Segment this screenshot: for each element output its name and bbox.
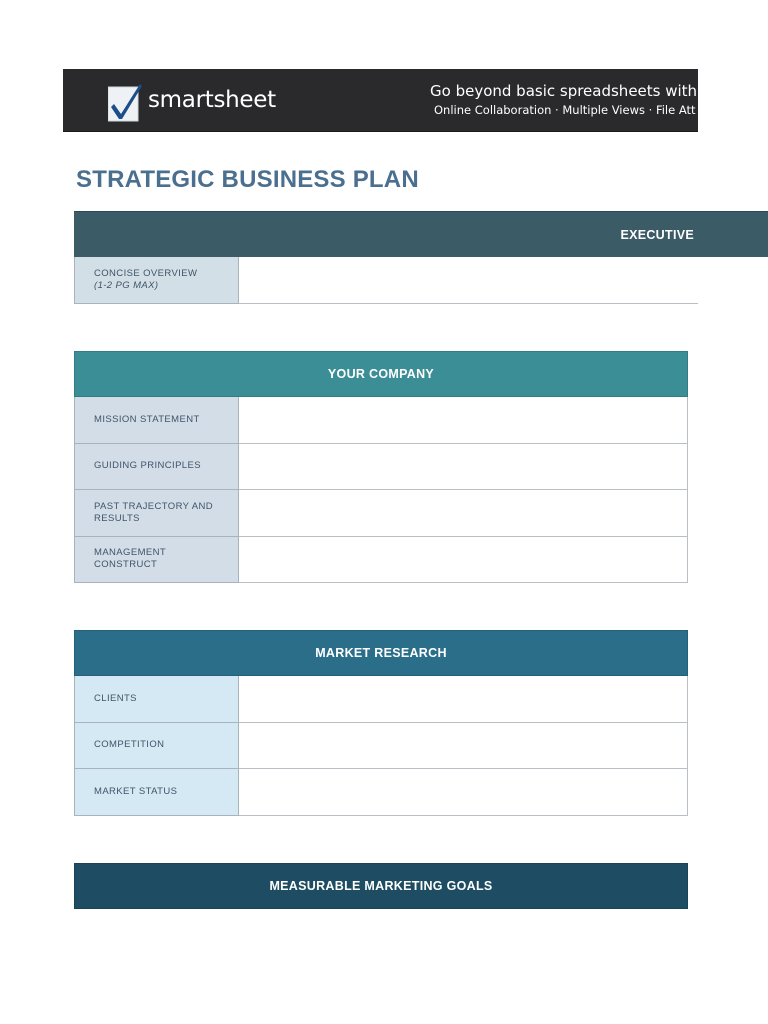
market-research-header: MARKET RESEARCH bbox=[74, 630, 688, 676]
executive-header: EXECUTIVE bbox=[74, 211, 768, 257]
guiding-principles-field[interactable] bbox=[239, 444, 688, 491]
table-row bbox=[74, 676, 688, 723]
table-row bbox=[74, 723, 688, 770]
row-label-management-construct bbox=[74, 537, 239, 584]
logo-wordmark: smartsheet bbox=[148, 87, 276, 113]
management-construct-field[interactable] bbox=[239, 537, 688, 584]
concise-overview-field[interactable] bbox=[239, 257, 698, 304]
table-row bbox=[74, 397, 688, 444]
competition-field[interactable] bbox=[239, 723, 688, 770]
row-label-text: CONCISE OVERVIEW bbox=[94, 267, 198, 279]
row-label-text: MANAGEMENT CONSTRUCT bbox=[94, 547, 166, 571]
row-label-text: MARKET STATUS bbox=[94, 785, 178, 797]
banner-features: Online Collaboration · Multiple Views · File Att bbox=[434, 103, 696, 117]
smartsheet-banner[interactable] bbox=[63, 69, 698, 132]
row-label-text: GUIDING PRINCIPLES bbox=[94, 460, 201, 472]
row-label-past-trajectory bbox=[74, 490, 239, 537]
row-label-market-status bbox=[74, 769, 239, 816]
row-label-text: MISSION STATEMENT bbox=[94, 413, 200, 425]
row-label-guiding-principles bbox=[74, 444, 239, 491]
table-row bbox=[74, 257, 698, 304]
executive-section bbox=[74, 211, 768, 304]
row-label-clients bbox=[74, 676, 239, 723]
row-label-note: (1-2 PG MAX) bbox=[94, 279, 159, 291]
table-row bbox=[74, 769, 688, 816]
page-title: STRATEGIC BUSINESS PLAN bbox=[76, 166, 419, 193]
market-status-field[interactable] bbox=[239, 769, 688, 816]
mission-statement-field[interactable] bbox=[239, 397, 688, 444]
your-company-section bbox=[74, 351, 688, 583]
row-label-concise-overview bbox=[74, 257, 239, 304]
table-row bbox=[74, 537, 688, 584]
row-label-competition bbox=[74, 723, 239, 770]
row-label-text: CLIENTS bbox=[94, 692, 137, 704]
checkmark-logo-icon bbox=[108, 82, 144, 122]
past-trajectory-field[interactable] bbox=[239, 490, 688, 537]
market-research-section bbox=[74, 630, 688, 816]
row-label-mission-statement bbox=[74, 397, 239, 444]
row-label-text: COMPETITION bbox=[94, 739, 165, 751]
marketing-goals-section bbox=[74, 863, 688, 909]
clients-field[interactable] bbox=[239, 676, 688, 723]
table-row bbox=[74, 490, 688, 537]
row-label-text: PAST TRAJECTORY AND RESULTS bbox=[94, 500, 213, 524]
your-company-header: YOUR COMPANY bbox=[74, 351, 688, 397]
banner-tagline: Go beyond basic spreadsheets with bbox=[430, 82, 698, 100]
table-row bbox=[74, 444, 688, 491]
marketing-goals-header: MEASURABLE MARKETING GOALS bbox=[74, 863, 688, 909]
